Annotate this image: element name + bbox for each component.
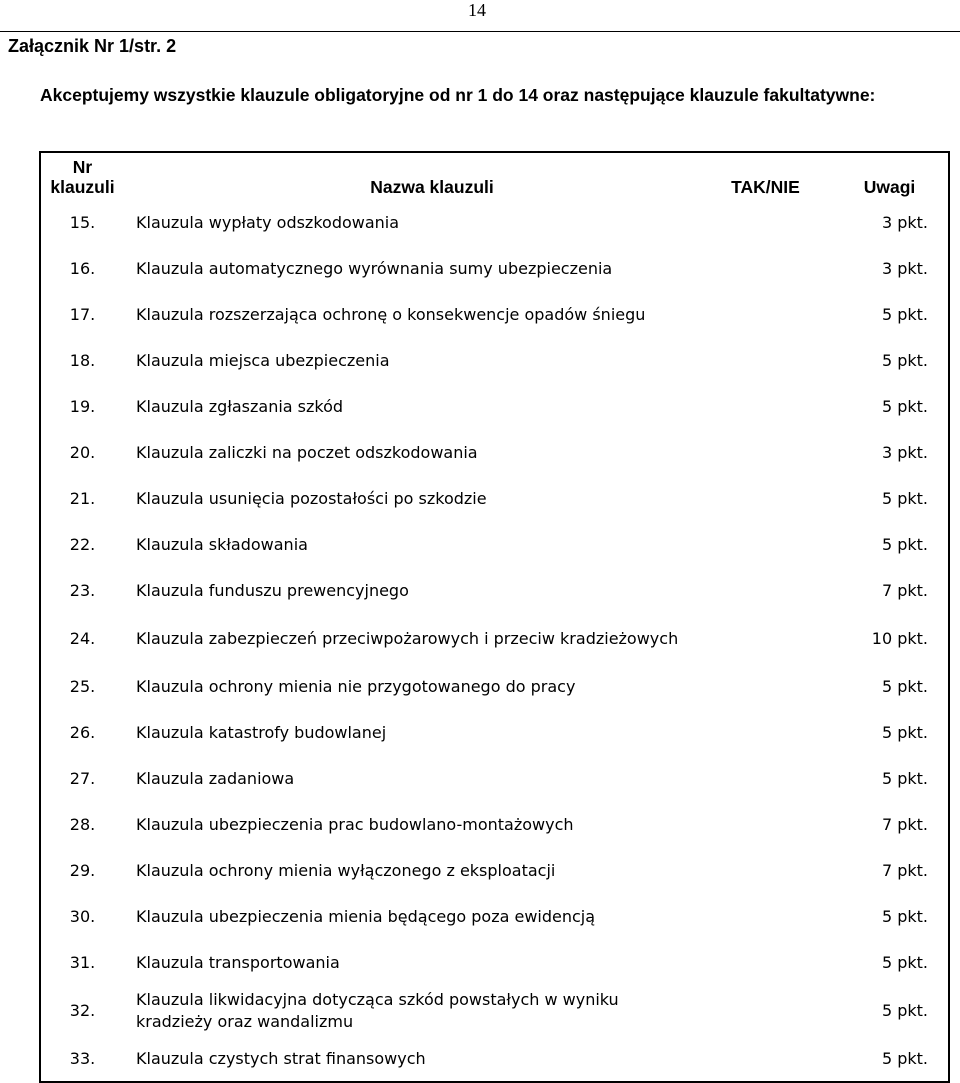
row-yes-no-field[interactable]	[700, 522, 831, 568]
row-yes-no-field[interactable]	[700, 338, 831, 384]
row-remarks: 5 pkt.	[881, 723, 928, 742]
row-clause-name: Klauzula wypłaty odszkodowania	[136, 213, 400, 232]
header-remarks: Uwagi	[863, 177, 916, 197]
row-yes-no-field[interactable]	[700, 848, 831, 894]
row-remarks: 5 pkt.	[881, 1048, 928, 1068]
row-number: 23.	[69, 581, 96, 600]
row-yes-no-field[interactable]	[700, 986, 831, 1036]
row-number: 15.	[69, 213, 96, 232]
row-yes-no-field[interactable]	[700, 292, 831, 338]
table-row	[40, 476, 949, 522]
row-clause-name: Klauzula usunięcia pozostałości po szkodzie	[136, 489, 487, 508]
row-yes-no-field[interactable]	[700, 430, 831, 476]
table-row	[40, 1036, 949, 1082]
row-remarks: 5 pkt.	[881, 1001, 928, 1020]
row-number: 32.	[69, 1001, 96, 1020]
row-clause-name: Klauzula katastrofy budowlanej	[136, 723, 387, 742]
header-rule	[0, 31, 960, 32]
row-remarks: 5 pkt.	[881, 953, 928, 972]
header-nr: Nr klauzuli	[50, 157, 115, 197]
table-row	[40, 568, 949, 614]
table-row	[40, 848, 949, 894]
row-yes-no-field[interactable]	[700, 384, 831, 430]
table-row	[40, 756, 949, 802]
row-clause-name: Klauzula automatycznego wyrównania sumy ubezpieczenia	[136, 259, 613, 278]
row-yes-no-field[interactable]	[700, 614, 831, 664]
row-number: 29.	[69, 861, 96, 880]
row-clause-name: Klauzula rozszerzająca ochronę o konsekwencje opadów śniegu	[136, 305, 646, 324]
row-remarks: 5 pkt.	[881, 397, 928, 416]
row-remarks: 5 pkt.	[881, 305, 928, 324]
header-name: Nazwa klauzuli	[370, 177, 494, 197]
row-clause-name: Klauzula zabezpieczeń przeciwpożarowych i przeciw kradzieżowych	[136, 629, 679, 648]
row-yes-no-field[interactable]	[700, 940, 831, 986]
row-remarks: 5 pkt.	[881, 677, 928, 696]
row-clause-name: Klauzula składowania	[136, 535, 308, 554]
row-number: 30.	[69, 907, 96, 926]
row-clause-name: Klauzula ubezpieczenia mienia będącego poza ewidencją	[136, 907, 596, 926]
row-number: 33.	[69, 1048, 96, 1068]
attachment-label: Załącznik Nr 1/str. 2	[8, 36, 177, 56]
row-number: 20.	[69, 443, 96, 462]
row-clause-name: Klauzula ochrony mienia nie przygotowanego do pracy	[136, 677, 576, 696]
row-yes-no-field[interactable]	[700, 756, 831, 802]
page-number: 14	[468, 0, 486, 20]
row-remarks: 5 pkt.	[881, 769, 928, 788]
table-row	[40, 522, 949, 568]
table-row	[40, 430, 949, 476]
table-row	[40, 802, 949, 848]
row-number: 21.	[69, 489, 96, 508]
row-yes-no-field[interactable]	[700, 664, 831, 710]
row-clause-name: Klauzula funduszu prewencyjnego	[136, 581, 409, 600]
row-remarks: 3 pkt.	[881, 443, 928, 462]
row-remarks: 10 pkt.	[871, 629, 928, 648]
row-number: 26.	[69, 723, 96, 742]
intro-paragraph: Akceptujemy wszystkie klauzule obligatoryjne od nr 1 do 14 oraz następujące klauzule fakultatywne:	[40, 85, 876, 105]
row-number: 18.	[69, 351, 96, 370]
row-remarks: 3 pkt.	[881, 259, 928, 278]
clause-rows	[40, 200, 949, 1082]
table-row	[40, 384, 949, 430]
table-row	[40, 246, 949, 292]
row-clause-name: Klauzula ubezpieczenia prac budowlano-montażowych	[136, 815, 574, 834]
row-number: 17.	[69, 305, 96, 324]
table-row	[40, 986, 949, 1036]
table-row	[40, 338, 949, 384]
row-clause-name: Klauzula czystych strat finansowych	[136, 1048, 426, 1068]
row-clause-name: Klauzula zaliczki na poczet odszkodowania	[136, 443, 478, 462]
table-row	[40, 940, 949, 986]
clauses-table	[39, 151, 950, 1083]
table-row	[40, 710, 949, 756]
row-remarks: 5 pkt.	[881, 351, 928, 370]
row-remarks: 5 pkt.	[881, 489, 928, 508]
header-yes-no: TAK/NIE	[731, 177, 800, 197]
row-number: 24.	[69, 629, 96, 648]
row-yes-no-field[interactable]	[700, 568, 831, 614]
table-row	[40, 614, 949, 664]
table-row	[40, 292, 949, 338]
row-remarks: 7 pkt.	[881, 581, 928, 600]
row-clause-name: Klauzula ochrony mienia wyłączonego z eksploatacji	[136, 861, 556, 880]
row-remarks: 7 pkt.	[881, 861, 928, 880]
row-number: 22.	[69, 535, 96, 554]
row-clause-name: Klauzula likwidacyjna dotycząca szkód powstałych w wyniku kradzieży oraz wandalizmu	[136, 990, 619, 1031]
row-yes-no-field[interactable]	[700, 200, 831, 246]
table-row	[40, 894, 949, 940]
row-yes-no-field[interactable]	[700, 1036, 831, 1082]
table-row	[40, 200, 949, 246]
row-yes-no-field[interactable]	[700, 476, 831, 522]
row-clause-name: Klauzula zgłaszania szkód	[136, 397, 344, 416]
row-number: 25.	[69, 677, 96, 696]
row-remarks: 3 pkt.	[881, 213, 928, 232]
row-yes-no-field[interactable]	[700, 802, 831, 848]
row-number: 31.	[69, 953, 96, 972]
row-remarks: 5 pkt.	[881, 535, 928, 554]
table-row	[40, 664, 949, 710]
table-header-row	[40, 152, 949, 200]
row-number: 28.	[69, 815, 96, 834]
row-yes-no-field[interactable]	[700, 894, 831, 940]
row-number: 16.	[69, 259, 96, 278]
row-number: 19.	[69, 397, 96, 416]
row-number: 27.	[69, 769, 96, 788]
row-clause-name: Klauzula miejsca ubezpieczenia	[136, 351, 390, 370]
row-remarks: 5 pkt.	[881, 907, 928, 926]
row-yes-no-field[interactable]	[700, 710, 831, 756]
row-clause-name: Klauzula transportowania	[136, 953, 340, 972]
row-clause-name: Klauzula zadaniowa	[136, 769, 295, 788]
row-remarks: 7 pkt.	[881, 815, 928, 834]
row-yes-no-field[interactable]	[700, 246, 831, 292]
